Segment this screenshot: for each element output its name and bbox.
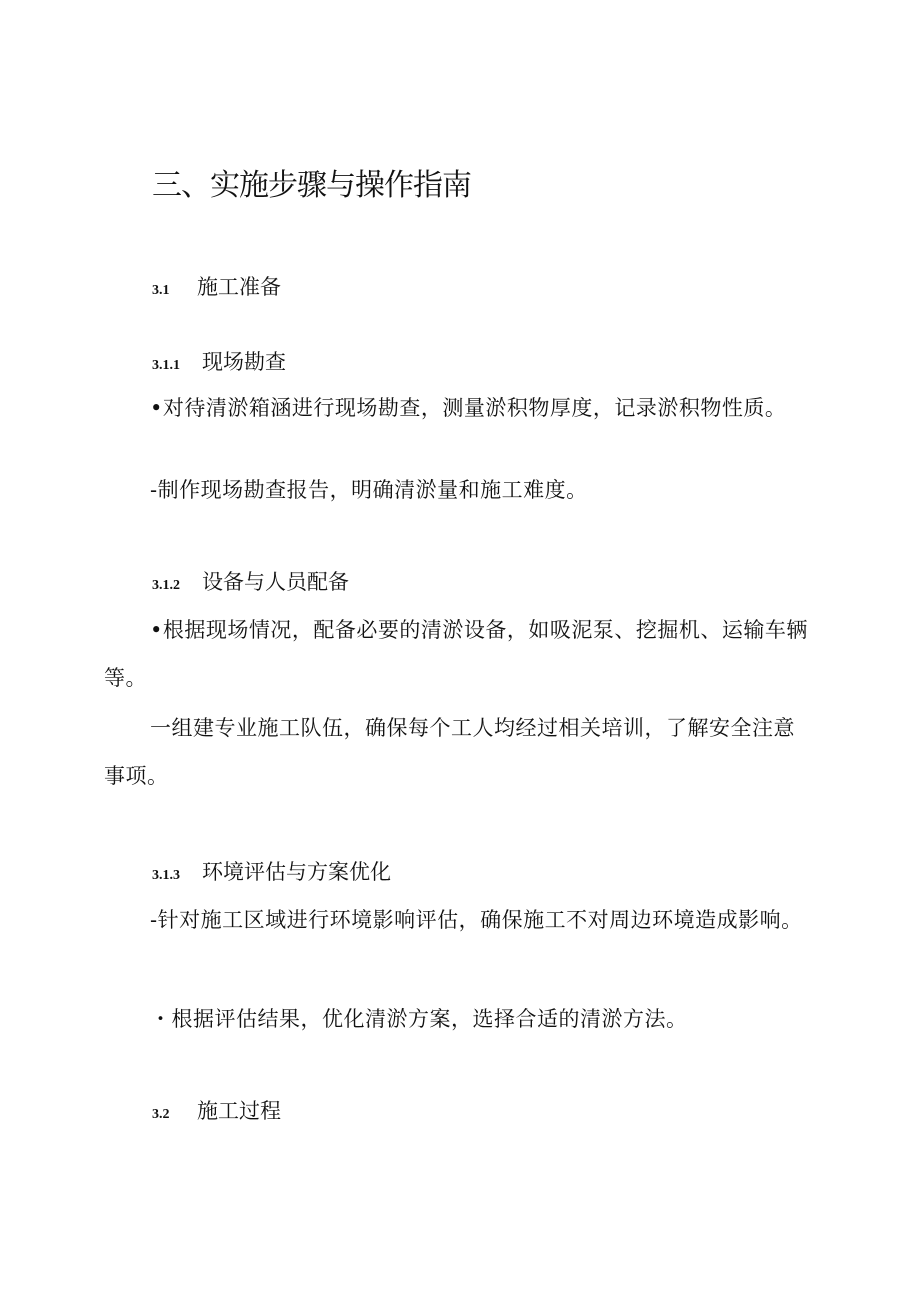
subsection-title: 设备与人员配备: [202, 570, 349, 594]
paragraph: -针对施工区域进行环境影响评估，确保施工不对周边环境造成影响。: [150, 908, 803, 932]
page-title: 三、实施步骤与操作指南: [152, 168, 471, 203]
subsection-title: 环境评估与方案优化: [202, 860, 391, 884]
subsection-number: 3.1.3: [152, 868, 180, 883]
subsection-heading-3-1-2: [152, 567, 349, 601]
paragraph: ・根据评估结果，优化清淤方案，选择合适的清淤方法。: [150, 1007, 688, 1031]
paragraph: •对待清淤箱涵进行现场勘查，测量淤积物厚度，记录淤积物性质。: [150, 396, 787, 420]
paragraph: •根据现场情况，配备必要的清淤设备，如吸泥泵、挖掘机、运输车辆等。: [104, 618, 808, 690]
section-number: 3.1: [152, 283, 170, 298]
section-number: 3.2: [152, 1107, 170, 1122]
section-heading-3-1: [152, 272, 281, 306]
subsection-title: 现场勘查: [202, 350, 286, 374]
section-title: 施工过程: [197, 1099, 281, 1123]
subsection-heading-3-1-1: [152, 347, 286, 381]
paragraph: 一组建专业施工队伍，确保每个工人均经过相关培训，了解安全注意事项。: [104, 716, 795, 788]
subsection-number: 3.1.1: [152, 358, 180, 373]
paragraph: -制作现场勘查报告，明确清淤量和施工难度。: [150, 478, 588, 502]
subsection-number: 3.1.2: [152, 578, 180, 593]
section-title: 施工准备: [197, 275, 281, 299]
subsection-heading-3-1-3: [152, 857, 391, 891]
section-heading-3-2: [152, 1096, 281, 1130]
